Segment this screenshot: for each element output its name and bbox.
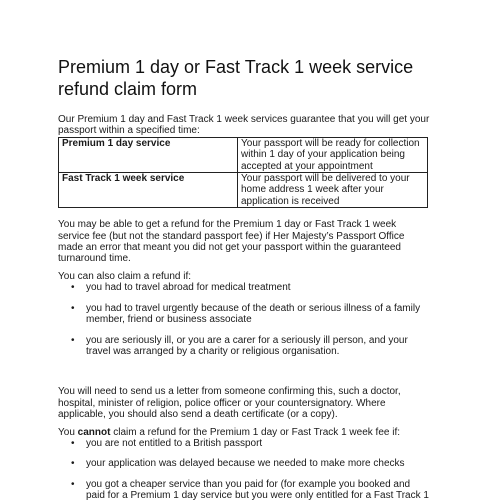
- bullet-icon: •: [71, 334, 75, 346]
- bullet-icon: •: [71, 478, 75, 490]
- also-claim-heading: You can also claim a refund if:: [58, 270, 192, 282]
- cannot-claim-list: [58, 438, 430, 502]
- list-item-text: you got a cheaper service than you paid for (for example you booked and paid for a Premium 1 day service but you were only entitled for a Fast Track 1: [86, 478, 429, 502]
- services-table: [58, 137, 428, 208]
- list-item-text: you are not entitled to a British passport: [86, 437, 263, 449]
- page-title: Premium 1 day or Fast Track 1 week service refund claim form: [58, 57, 414, 99]
- list-item: [58, 303, 430, 326]
- cannot-emphasis: cannot: [77, 426, 111, 438]
- service-description: Your passport will be delivered to your home address 1 week after your application is received: [238, 173, 428, 208]
- list-item-text: your application was delayed because we needed to make more checks: [86, 458, 405, 470]
- intro-paragraph: Our Premium 1 day and Fast Track 1 week services guarantee that you will get your passport within a specified time:: [58, 114, 430, 137]
- list-item-text: you had to travel abroad for medical treatment: [86, 282, 291, 294]
- service-description: Your passport will be ready for collection within 1 day of your application being accepted at your appointment: [238, 137, 428, 172]
- cannot-prefix: You: [58, 426, 78, 438]
- service-name: Fast Track 1 week service: [59, 173, 238, 208]
- letter-paragraph: You will need to send us a letter from someone confirming this, such a doctor, hospital, minister of religion, police officer or your countersignatory. Where applicable, you should also send a death certificate (or a copy).: [58, 386, 401, 421]
- bullet-icon: •: [71, 302, 75, 314]
- bullet-icon: •: [71, 458, 75, 470]
- bullet-icon: •: [71, 437, 75, 449]
- bullet-icon: •: [71, 282, 75, 294]
- list-item: [58, 479, 430, 502]
- list-item-text: you had to travel urgently because of the death or serious illness of a family member, friend or business associate: [86, 302, 421, 326]
- also-claim-list: [58, 282, 430, 357]
- table-row: [59, 173, 428, 208]
- list-item: [58, 438, 430, 449]
- list-item: [58, 335, 430, 358]
- refund-paragraph: You may be able to get a refund for the Premium 1 day or Fast Track 1 week service fee (but not the standard passport fee) if Her Majesty’s Passport Office made an error that meant you did not get your passport within the guaranteed turnaround time.: [58, 219, 405, 265]
- service-name: Premium 1 day service: [59, 137, 238, 172]
- cannot-suffix: claim a refund for the Premium 1 day or Fast Track 1 week fee if:: [110, 426, 400, 438]
- cannot-claim-heading: [58, 427, 430, 438]
- list-item-text: you are seriously ill, or you are a carer for a seriously ill person, and your travel was arranged by a charity or religious organisation.: [86, 334, 408, 357]
- list-item: [58, 282, 430, 293]
- table-row: [59, 137, 428, 172]
- document-page: [58, 56, 430, 502]
- list-item: [58, 458, 430, 469]
